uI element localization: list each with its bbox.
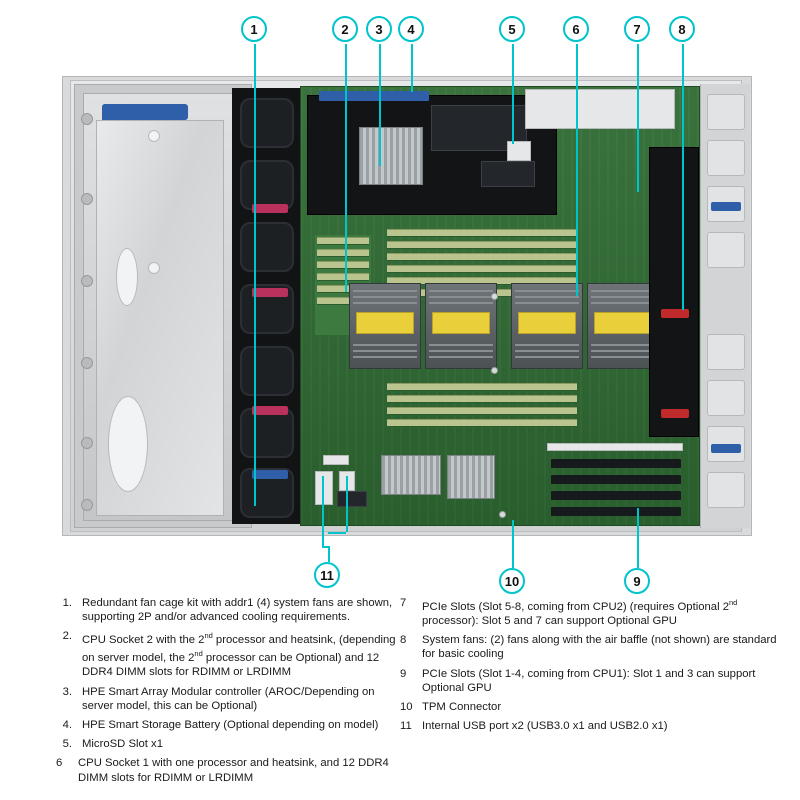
callout-11[interactable]: 11 (314, 562, 340, 588)
board-capacitor (491, 367, 498, 374)
dimm-slot (387, 419, 577, 426)
fan-slot (240, 160, 294, 210)
legend-item-text: Redundant fan cage kit with addr1 (4) system fans are shown, supporting 2P and/or advanced cooling requirements. (82, 597, 393, 624)
internal-usb-port (315, 471, 333, 505)
dimm-slot (387, 407, 577, 414)
legend-item (56, 737, 396, 751)
legend-item (400, 667, 780, 695)
vrm-heatsink (447, 455, 495, 499)
screw-icon (81, 193, 93, 205)
system-fan-zone (649, 147, 699, 437)
legend-item-text: Internal USB port x2 (USB3.0 x1 and USB2.0 x1) (422, 720, 668, 733)
dimm-slot (317, 249, 369, 256)
fan-release-tab (252, 204, 288, 213)
legend-item-number: 6 (56, 757, 63, 770)
leader-line-4 (411, 44, 413, 92)
dimm-slot (387, 395, 577, 402)
callout-3[interactable]: 3 (366, 16, 392, 42)
smart-storage-battery (525, 89, 675, 129)
pcie-bracket (707, 380, 745, 416)
pcie-latch (711, 202, 741, 211)
board-chip (481, 161, 535, 187)
leader-line-11b (346, 476, 348, 532)
leader-line-1 (254, 44, 256, 106)
leader-line-7 (637, 44, 639, 192)
legend-item-number: 11 (400, 720, 412, 733)
plate-hole (148, 130, 160, 142)
leader-line-6 (576, 44, 578, 296)
fan-slot (240, 408, 294, 458)
pcie-bracket (707, 140, 745, 176)
microsd-slot (507, 141, 531, 161)
leader-line-1b (254, 106, 256, 506)
legend-item-text: CPU Socket 2 with the 2nd processor and heatsink, (depending on server model, the 2nd processor can be Optional) and 12 DDR4 DIMM slots for RDIMM or LRDIMM (82, 631, 396, 679)
board-capacitor (491, 293, 498, 300)
dimm-slot (317, 261, 369, 268)
leader-line-11e (328, 532, 346, 534)
legend-column-left (56, 596, 396, 790)
dimm-slot (387, 253, 577, 260)
legend-item-text: CPU Socket 1 with one processor and heatsink, and 12 DDR4 DIMM slots for RDIMM or LRDIMM (78, 757, 389, 784)
legend-item-number: 8 (400, 634, 407, 647)
cpu-socket-1 (511, 283, 583, 369)
system-board (300, 86, 700, 526)
pcie-bracket (707, 232, 745, 268)
legend-item-number: 3. (62, 685, 72, 698)
cpu-2-label (356, 312, 414, 334)
screw-icon (81, 357, 93, 369)
dimm-slot (387, 265, 577, 272)
leader-line-9 (637, 508, 639, 568)
fan-tab (661, 409, 689, 418)
legend-item-text: HPE Smart Storage Battery (Optional depending on model) (82, 718, 379, 731)
legend-item-number: 2. (62, 630, 72, 643)
dimm-slot (317, 237, 369, 244)
fan-release-tab (252, 288, 288, 297)
pcie-bracket (707, 472, 745, 508)
pcie-bracket (707, 334, 745, 370)
callout-8[interactable]: 8 (669, 16, 695, 42)
leader-line-11a (322, 476, 324, 546)
legend-item-number: 10 (400, 700, 413, 713)
pcie-retainer (547, 443, 683, 451)
legend-item-text: MicroSD Slot x1 (82, 738, 163, 751)
cpu-2-label-b (432, 312, 490, 334)
callout-4[interactable]: 4 (398, 16, 424, 42)
legend-item-text: PCIe Slots (Slot 1-4, coming from CPU1): Slot 1 and 3 can support Optional GPU (422, 667, 756, 694)
pcie-slot-4 (551, 507, 681, 516)
legend-item-text: PCIe Slots (Slot 5-8, coming from CPU2) (requires Optional 2nd processor): Slot 5 and 7 can support Optional GPU (422, 598, 738, 627)
legend-item (56, 629, 396, 679)
legend-item-number: 7 (400, 597, 407, 609)
legend-item (400, 700, 780, 714)
leader-line-3 (379, 44, 381, 166)
plate-cutout (108, 396, 148, 492)
legend-item-number: 4. (62, 718, 72, 731)
cpu-socket-2-heatsink (425, 283, 497, 369)
fan-slot (240, 222, 294, 272)
screw-icon (81, 275, 93, 287)
legend-item (56, 596, 396, 624)
dimm-slot (387, 229, 577, 236)
cpu-1-label (518, 312, 576, 334)
legend-item (56, 685, 396, 713)
cpu-socket-2 (349, 283, 421, 369)
legend-item-number: 1. (62, 597, 72, 609)
leader-line-11d (328, 546, 330, 562)
dimm-slot (387, 241, 577, 248)
callout-7[interactable]: 7 (624, 16, 650, 42)
legend-item (56, 756, 396, 784)
legend-column-right (400, 596, 780, 738)
plate-hole (148, 262, 160, 274)
legend-item (400, 633, 780, 661)
pcie-slot-2 (551, 475, 681, 484)
callout-10[interactable]: 10 (499, 568, 525, 594)
system-fan-bay (232, 88, 302, 524)
pcie-latch (711, 444, 741, 453)
leader-line-5 (512, 44, 514, 144)
leader-line-2 (345, 44, 347, 292)
pcie-slot-3 (551, 491, 681, 500)
leader-line-8 (682, 44, 684, 310)
callout-1[interactable]: 1 (241, 16, 267, 42)
callout-2[interactable]: 2 (332, 16, 358, 42)
legend-item-text: System fans: (2) fans along with the air baffle (not shown) are standard for basic cooling (422, 634, 777, 661)
legend-item (400, 719, 780, 733)
board-chip (337, 491, 367, 507)
legend-item-number: 9 (400, 667, 407, 680)
dimm-slot (387, 383, 577, 390)
legend-item-text: HPE Smart Array Modular controller (AROC/Depending on server model, this can be Optional) (82, 685, 375, 712)
pcie-bracket (707, 94, 745, 130)
legend (0, 596, 800, 800)
plate-cutout (116, 248, 138, 306)
callout-5[interactable]: 5 (499, 16, 525, 42)
screw-icon (81, 499, 93, 511)
top-edge-connector (319, 91, 429, 101)
legend-item (400, 596, 780, 628)
fan-release-tab (252, 470, 288, 479)
chipset-heatsink (381, 455, 441, 495)
board-capacitor (499, 511, 506, 518)
rear-pcie-bracket-rail (700, 84, 750, 528)
callout-6[interactable]: 6 (563, 16, 589, 42)
fan-tab (661, 309, 689, 318)
fan-slot (240, 346, 294, 396)
legend-item-number: 5. (62, 738, 72, 751)
screw-icon (81, 437, 93, 449)
dimm-slot (317, 273, 369, 280)
legend-item-text: TPM Connector (422, 700, 502, 713)
aroc-heatsink (359, 127, 423, 185)
tpm-connector (323, 455, 349, 465)
legend-item (56, 718, 396, 732)
pcie-slot-1 (551, 459, 681, 468)
leader-line-10 (512, 520, 514, 568)
screw-icon (81, 113, 93, 125)
callout-9[interactable]: 9 (624, 568, 650, 594)
fan-release-tab (252, 406, 288, 415)
fan-slot (240, 98, 294, 148)
cpu-1-label-b (594, 312, 652, 334)
